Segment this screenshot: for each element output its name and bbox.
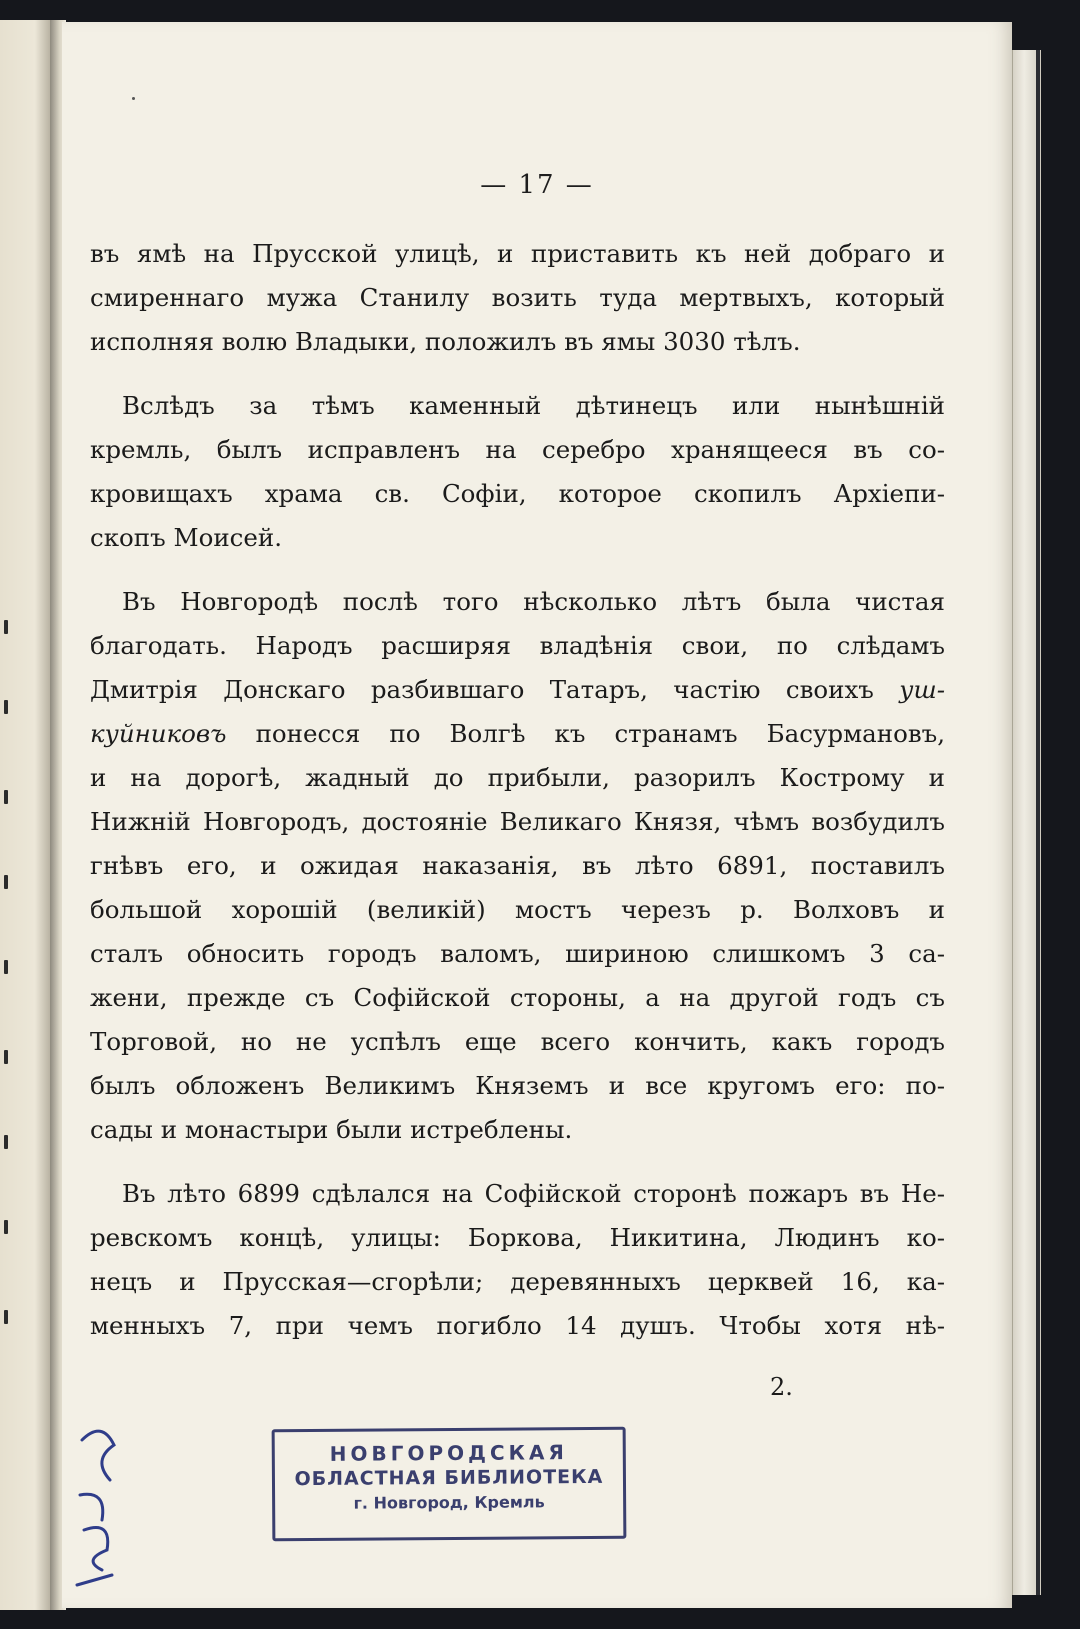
page-text	[90, 232, 945, 1348]
text-line: большой хорошій (великій) мостъ черезъ р. Волховъ и	[90, 895, 945, 924]
library-stamp	[272, 1427, 627, 1541]
text-line: смиреннаго мужа Станилу возить туда мертвыхъ, который	[90, 283, 945, 312]
text-line: Торговой, но не успѣлъ еще всего кончить, какъ городъ	[90, 1027, 945, 1056]
text-line: Въ Новгородѣ послѣ того нѣсколько лѣтъ была чистая	[122, 587, 945, 616]
text-segment: понесся по Волгѣ къ странамъ Басурмановъ,	[255, 719, 945, 748]
text-line: менныхъ 7, при чемъ погибло 14 душъ. Чтобы хотя нѣ-	[90, 1311, 945, 1340]
book-cover-edge	[1036, 50, 1040, 1595]
text-line: кремль, былъ исправленъ на серебро хранящееся въ со-	[90, 435, 945, 464]
handwritten-shelfmark	[62, 1400, 132, 1610]
stamp-library-name: НОВГОРОДСКАЯ	[329, 1440, 568, 1466]
text-line: гнѣвъ его, и ожидая наказанія, въ лѣто 6891, поставилъ	[90, 851, 945, 880]
text-line: скопъ Моисей.	[90, 523, 282, 552]
stamp-library-type: ОБЛАСТНАЯ БИБЛИОТЕКА	[294, 1465, 604, 1491]
text-line: и на дорогѣ, жадный до прибыли, разорилъ Кострому и	[90, 763, 945, 792]
text-line	[90, 712, 945, 756]
paragraph-2	[90, 384, 945, 560]
text-line: благодать. Народъ расширяя владѣнія свои, по слѣдамъ	[90, 631, 945, 660]
text-line: Нижній Новгородъ, достояніе Великаго Князя, чѣмъ возбудилъ	[90, 807, 945, 836]
stamp-location: г. Новгород, Кремль	[353, 1492, 545, 1513]
paragraph-3	[90, 580, 945, 1152]
text-line: ревскомъ концѣ, улицы: Боркова, Никитина, Людинъ ко-	[90, 1223, 945, 1252]
text-line: Вслѣдъ за тѣмъ каменный дѣтинецъ или нынѣшній	[122, 391, 945, 420]
italic-word: куйниковъ	[90, 719, 227, 748]
text-line: сталъ обносить городъ валомъ, шириною слишкомъ 3 са-	[90, 939, 945, 968]
text-line: нецъ и Прусская—сгорѣли; деревянныхъ церквей 16, ка-	[90, 1267, 945, 1296]
text-line: исполняя волю Владыки, положилъ въ ямы 3030 тѣлъ.	[90, 327, 801, 356]
text-line: былъ обложенъ Великимъ Княземъ и все кругомъ его: по-	[90, 1071, 945, 1100]
signature-mark: 2.	[770, 1373, 793, 1401]
left-page-bleed-marks	[4, 620, 14, 1420]
text-line: въ ямѣ на Прусской улицѣ, и приставить къ ней добраго и	[90, 239, 945, 268]
left-page-edge	[0, 20, 50, 1610]
text-segment: Дмитрія Донскаго разбившаго Татаръ, частію своихъ	[90, 675, 874, 704]
italic-word: уш-	[899, 675, 945, 704]
paragraph-4	[90, 1172, 945, 1348]
page-number: — 17 —	[480, 170, 594, 200]
text-line: жени, прежде съ Софійской стороны, а на другой годъ съ	[90, 983, 945, 1012]
text-line: кровищахъ храма св. Софіи, которое скопилъ Архіепи-	[90, 479, 945, 508]
paragraph-1	[90, 232, 945, 364]
text-line	[90, 668, 945, 712]
text-line: сады и монастыри были истреблены.	[90, 1115, 573, 1144]
text-line: Въ лѣто 6899 сдѣлался на Софійской сторонѣ пожаръ въ Не-	[122, 1179, 945, 1208]
book-page	[62, 22, 1012, 1608]
